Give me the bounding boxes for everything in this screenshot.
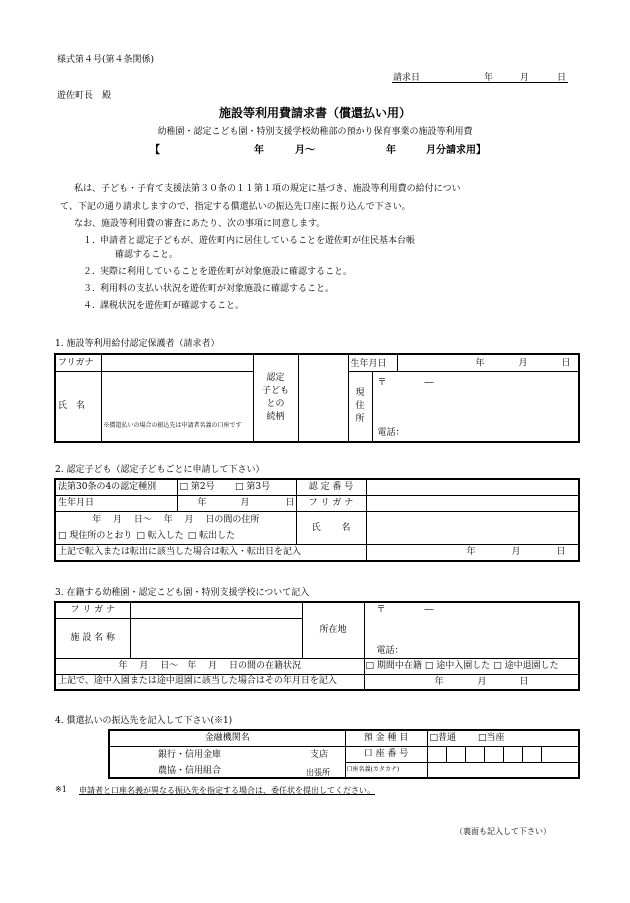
- s2-birth-input[interactable]: [177, 495, 296, 511]
- period-open: 【: [150, 145, 160, 156]
- s1-furigana-input[interactable]: [101, 354, 253, 372]
- s2-birth-m: 月: [240, 497, 250, 508]
- subtitle: 幼稚園・認定こども園・特別支援学校幼稚部の預かり保育事業の施設等利用費: [157, 127, 473, 137]
- period-year2: 年: [386, 145, 396, 156]
- s1-furigana-label: フリガナ: [55, 354, 101, 372]
- intro-line1: 私は、子ども・子育て支援法第３０条の１１第１項の規定に基づき、施設等利用費の給付につい: [74, 184, 461, 194]
- consent-num-2: ２.: [83, 267, 95, 277]
- s3-join-note: 上記で、途中入園または途中退園に該当した場合はその年月日を記入: [55, 674, 364, 690]
- s1-birth-label: 生年月日: [350, 358, 387, 369]
- s1-address-input[interactable]: [372, 372, 579, 442]
- s2-address-options: [55, 528, 296, 544]
- s3-furigana-input[interactable]: [130, 602, 302, 618]
- request-date-day: 日: [557, 73, 567, 83]
- s1-postal: 〒: [377, 378, 387, 388]
- s1-dash: ―: [424, 378, 434, 388]
- s3-location-label: 所在地: [302, 602, 364, 658]
- s4-note-mark: ※1: [55, 785, 67, 794]
- s3-phone: 電話：: [376, 646, 404, 656]
- section4-heading: 4. 償還払いの振込先を記入して下さい(※1): [55, 716, 233, 726]
- consent-cont-1: 確認すること。: [115, 250, 179, 260]
- consent-num-3: ３.: [83, 284, 95, 294]
- s2-opt-no3[interactable]: □ 第3号: [233, 479, 296, 495]
- s4-account-name-input[interactable]: [427, 762, 579, 778]
- s3-opt-leave[interactable]: □ 途中退園した: [493, 660, 559, 671]
- s4-acct-digit-6[interactable]: [522, 746, 541, 762]
- s2-name-label: 氏 名: [296, 512, 366, 545]
- s1-name-input[interactable]: [101, 372, 253, 442]
- s2-opt-no2[interactable]: □ 第2号: [177, 479, 233, 495]
- s2-period-line: 年 月 日～ 年 月 日の間の住所: [55, 512, 296, 528]
- s2-move-date[interactable]: [366, 545, 579, 561]
- s1-birth-day: 日: [561, 358, 571, 369]
- s4-branch1: 支店: [310, 749, 329, 760]
- s3-furigana-label: フ リ ガ ナ: [55, 602, 130, 618]
- section3-table: [54, 601, 580, 691]
- s3-postal: 〒: [376, 605, 386, 615]
- section4-table: [108, 729, 580, 779]
- s4-bank-line2: 農協・信用組合: [158, 765, 222, 776]
- s2-furigana-label: フ リ ガ ナ: [296, 495, 366, 511]
- s3-join-date[interactable]: [364, 674, 579, 690]
- page-title: 施設等利用費請求書（償還払い用）: [218, 106, 411, 120]
- intro-line2: て、下記の通り請求しますので、指定する償還払いの振込先口座に振り込んで下さい。: [60, 202, 411, 212]
- s1-birth-cell: [348, 354, 579, 372]
- s1-address-label: 現 住 所: [348, 372, 372, 442]
- s4-deposit-options: [427, 730, 579, 746]
- s4-acct-digit-5[interactable]: [503, 746, 522, 762]
- s4-account-no-label: 口 座 番 号: [345, 746, 427, 762]
- s3-location-input[interactable]: [364, 602, 579, 658]
- request-date-year: 年: [484, 73, 494, 83]
- s3-join-m: 月: [477, 676, 487, 687]
- s1-note: ※償還払いの場合の振込先は申請者名義の口座です: [103, 421, 242, 429]
- s2-move-note: 上記で転入または転出に該当した場合は転入・転出日を記入: [55, 545, 366, 561]
- s2-birth-y: 年: [197, 497, 207, 508]
- addressee: 遊佐町長 殿: [57, 91, 112, 101]
- consent-text-4: 課税状況を遊佐町が確認すること。: [100, 301, 245, 311]
- consent-num-4: ４.: [83, 301, 95, 311]
- s4-opt-current[interactable]: □当座: [478, 732, 505, 743]
- s2-name-input[interactable]: [366, 512, 579, 545]
- period-month2: 月分請求用】: [426, 145, 486, 156]
- s4-acct-digit-1[interactable]: [427, 746, 446, 762]
- section3-heading: 3. 在籍する幼稚園・認定こども園・特別支援学校について記入: [55, 588, 310, 598]
- s3-opt-full[interactable]: □ 期間中在籍: [365, 660, 422, 671]
- s2-furigana-input[interactable]: [366, 495, 579, 511]
- section2-table: [54, 478, 580, 562]
- s4-bank-line1: 銀行・信用金庫: [158, 749, 222, 760]
- consent-num-1: １.: [83, 236, 95, 246]
- s4-acct-digit-2[interactable]: [446, 746, 465, 762]
- s2-move-y: 年: [466, 547, 476, 558]
- s2-move-m: 月: [511, 547, 521, 558]
- s2-birth-d: 日: [285, 497, 295, 508]
- s3-join-y: 年: [434, 676, 444, 687]
- s3-opt-join[interactable]: □ 途中入園した: [424, 660, 491, 671]
- s2-move-d: 日: [556, 547, 566, 558]
- consent-text-1: 申請者と認定子どもが、遊佐町内に居住していることを遊佐町が住民基本台帳: [100, 236, 416, 246]
- request-date-month: 月: [520, 73, 530, 83]
- s3-period-line: 年 月 日～ 年 月 日の間の在籍状況: [55, 658, 364, 674]
- s1-name-label: 氏 名: [55, 372, 101, 442]
- consent-text-3: 利用料の支払い状況を遊佐町が対象施設に確認すること。: [100, 284, 335, 294]
- s3-status-options: [364, 658, 579, 674]
- s1-phone: 電話：: [377, 428, 405, 438]
- period-year1: 年: [254, 145, 264, 156]
- s4-branch2: 出張所: [306, 767, 330, 777]
- s3-dash: ―: [424, 605, 434, 615]
- s2-opt-out[interactable]: □ 転出した: [187, 530, 236, 541]
- s4-acct-digit-4[interactable]: [484, 746, 503, 762]
- intro-line3: なお、施設等利用費の審査にあたり、次の事項に同意します。: [74, 219, 326, 229]
- s3-facility-label: 施 設 名 称: [55, 618, 130, 658]
- s4-note-text: 申請者と口座名義が異なる振込先を指定する場合は、委任状を提出してください。: [79, 786, 375, 795]
- s4-account-name-label: 口座名義(カタカナ): [345, 762, 427, 778]
- s4-bank-input[interactable]: [109, 746, 345, 778]
- form-number: 様式第４号(第４条関係): [57, 55, 155, 65]
- s2-opt-current[interactable]: □ 現住所のとおり: [58, 530, 133, 541]
- period-month1: 月～: [295, 145, 315, 156]
- section1-table: [54, 353, 580, 443]
- footer-note: （裏面も記入して下さい）: [455, 827, 551, 836]
- s2-birth-label: 生年月日: [55, 495, 177, 511]
- s4-opt-normal[interactable]: □普通: [429, 732, 457, 743]
- s1-birth-year: 年: [475, 358, 485, 369]
- s4-acct-digit-7[interactable]: [541, 746, 579, 762]
- s3-join-d: 日: [519, 676, 529, 687]
- s3-facility-input[interactable]: [130, 618, 302, 658]
- request-date-label: 請求日: [393, 73, 421, 83]
- request-date-underline: [392, 82, 568, 83]
- section2-heading: 2. 認定子ども（認定子どもごとに申請して下さい）: [55, 465, 265, 475]
- s4-bank-label: 金融機関名: [109, 730, 345, 746]
- s1-relation-input[interactable]: [298, 354, 348, 442]
- s4-deposit-type-label: 預 金 種 目: [345, 730, 427, 746]
- s2-cert-type-label: 法第30条の4の認定種別: [55, 479, 177, 495]
- s4-acct-digit-3[interactable]: [465, 746, 484, 762]
- s1-birth-month: 月: [518, 358, 528, 369]
- consent-text-2: 実際に利用していることを遊佐町が対象施設に確認すること。: [100, 267, 353, 277]
- s1-relation-label: 認定 子ども との 続柄: [253, 354, 298, 442]
- s2-cert-no-label: 認 定 番 号: [296, 479, 366, 495]
- s2-cert-no-input[interactable]: [366, 479, 579, 495]
- section1-heading: 1. 施設等利用給付認定保護者（請求者）: [55, 339, 220, 349]
- s2-opt-in[interactable]: □ 転入した: [136, 530, 184, 541]
